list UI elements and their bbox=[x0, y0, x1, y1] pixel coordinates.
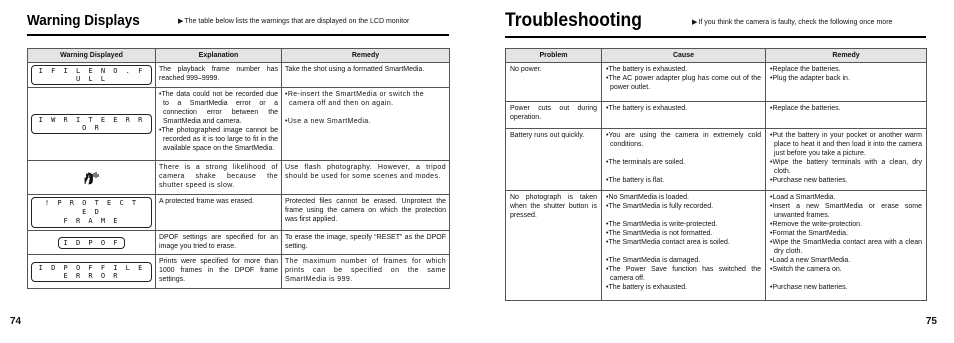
header-remedy: Remedy bbox=[766, 49, 927, 63]
list-item: •Remove the write-protection. bbox=[770, 221, 862, 228]
table-row bbox=[28, 88, 450, 161]
list-item: •Format the SmartMedia. bbox=[770, 230, 848, 237]
remedy-cell bbox=[766, 63, 927, 102]
list-item: •Wipe the battery terminals with a clean, dry cloth. bbox=[770, 159, 922, 175]
spacer bbox=[606, 167, 761, 176]
list-item: •The photographed image cannot be recorded as it is too large to fit in the available space on the SmartMedia. bbox=[159, 127, 278, 152]
list-item: •Load a SmartMedia. bbox=[770, 194, 836, 201]
table-row bbox=[506, 63, 927, 102]
warning-cell bbox=[28, 255, 156, 289]
header-explanation: Explanation bbox=[156, 49, 282, 63]
spacer bbox=[285, 108, 446, 117]
list-item: •The battery is exhausted. bbox=[606, 66, 688, 73]
remedy-cell: The maximum number of frames for which prints can be specified on the same SmartMedia is 999. bbox=[282, 255, 450, 289]
right-intro-text: If you think the camera is faulty, check the following once more bbox=[698, 19, 893, 26]
page-number: 74 bbox=[10, 316, 22, 327]
cause-cell bbox=[602, 129, 766, 191]
explanation-cell: DPOF settings are specified for an image you tried to erase. bbox=[156, 231, 282, 255]
list-item: •Use a new SmartMedia. bbox=[285, 118, 371, 125]
list-item: •The data could not be recorded due to a SmartMedia error or a connection error between the SmartMedia and camera. bbox=[159, 91, 278, 125]
remedy-cell bbox=[766, 129, 927, 191]
explanation-cell bbox=[156, 88, 282, 161]
warning-cell bbox=[28, 63, 156, 88]
warning-cell bbox=[28, 161, 156, 195]
warning-cell bbox=[28, 195, 156, 231]
problem-cell: No power. bbox=[506, 63, 602, 102]
page-number: 75 bbox=[925, 316, 937, 327]
problem-cell: Power cuts out during operation. bbox=[506, 102, 602, 129]
lcd-warning-write-error: I W R I T E E R R O R bbox=[31, 114, 152, 134]
header-remedy: Remedy bbox=[282, 49, 450, 63]
table-row bbox=[28, 195, 450, 231]
list-item: •Purchase new batteries. bbox=[770, 284, 848, 291]
problem-cell: Battery runs out quickly. bbox=[506, 129, 602, 191]
lcd-warning-dpof: I D P O F bbox=[58, 237, 126, 249]
cause-cell bbox=[602, 191, 766, 301]
remedy-cell: Use flash photography. However, a tripod should be used for some scenes and modes. bbox=[282, 161, 450, 195]
header-cause: Cause bbox=[602, 49, 766, 63]
list-item: •No SmartMedia is loaded. bbox=[606, 194, 689, 201]
list-item: •The battery is flat. bbox=[606, 177, 665, 184]
problem-cell: No photograph is taken when the shutter button is pressed. bbox=[506, 191, 602, 301]
header-problem: Problem bbox=[506, 49, 602, 63]
list-item: •The battery is exhausted. bbox=[606, 284, 688, 291]
list-item: •Switch the camera on. bbox=[770, 266, 842, 273]
list-item: •Put the battery in your pocket or another warm place to heat it and then load it into the camera just before you take a picture. bbox=[770, 132, 922, 157]
triangle-arrow-icon: ▶ bbox=[178, 18, 184, 25]
remedy-cell: To erase the image, specify “RESET” as the DPOF setting. bbox=[282, 231, 450, 255]
list-item: •You are using the camera in extremely cold conditions. bbox=[606, 132, 761, 148]
camera-shake-hand-icon bbox=[82, 171, 102, 185]
header-warning-displayed: Warning Displayed bbox=[28, 49, 156, 63]
list-item: •The SmartMedia contact area is soiled. bbox=[606, 239, 730, 246]
table-row bbox=[28, 255, 450, 289]
list-item: •The SmartMedia is fully recorded. bbox=[606, 203, 714, 210]
section-title-warning-displays: Warning Displays bbox=[27, 12, 140, 29]
list-item: •Re-insert the SmartMedia or switch the camera off and then on again. bbox=[285, 91, 425, 107]
list-item: •Load a new SmartMedia. bbox=[770, 257, 851, 264]
troubleshooting-table-header bbox=[506, 49, 927, 63]
remedy-cell bbox=[766, 191, 927, 301]
list-item: •The Power Save function has switched the camera off. bbox=[606, 266, 761, 282]
cause-cell bbox=[602, 63, 766, 102]
list-item: •Plug the adapter back in. bbox=[770, 75, 850, 82]
remedy-cell bbox=[282, 88, 450, 161]
table-row bbox=[28, 161, 450, 195]
lcd-warning-file-no-full: I F I L E N O . F U L L bbox=[31, 65, 152, 85]
lcd-line: F R A M E bbox=[63, 217, 120, 225]
lcd-line: ! P R O T E C T E D bbox=[44, 199, 139, 216]
explanation-cell: The playback frame number has reached 999–9999. bbox=[156, 63, 282, 88]
remedy-cell bbox=[766, 102, 927, 129]
left-intro-text: The table below lists the warnings that are displayed on the LCD monitor bbox=[184, 18, 410, 25]
table-row bbox=[28, 231, 450, 255]
remedy-cell: Take the shot using a formatted SmartMedia. bbox=[282, 63, 450, 88]
list-item: •Replace the batteries. bbox=[770, 66, 841, 73]
spacer bbox=[606, 247, 761, 256]
lcd-warning-dpof-file-error: I D P O F F I L E E R R O R bbox=[31, 262, 152, 282]
left-intro bbox=[178, 17, 409, 25]
warning-cell bbox=[28, 231, 156, 255]
list-item: •Insert a new SmartMedia or erase some unwanted frames. bbox=[770, 203, 922, 219]
warning-table bbox=[27, 48, 450, 289]
spacer bbox=[770, 274, 922, 283]
table-row bbox=[506, 129, 927, 191]
list-item: •The battery is exhausted. bbox=[606, 105, 688, 112]
lcd-warning-protected-frame bbox=[31, 197, 152, 228]
spacer bbox=[606, 149, 761, 158]
triangle-arrow-icon: ▶ bbox=[692, 19, 698, 26]
list-item: •The SmartMedia is damaged. bbox=[606, 257, 701, 264]
explanation-cell: There is a strong likelihood of camera shake because the shutter speed is slow. bbox=[156, 161, 282, 195]
table-row bbox=[506, 102, 927, 129]
cause-cell bbox=[602, 102, 766, 129]
list-item: •The SmartMedia is not formatted. bbox=[606, 230, 713, 237]
left-title-rule bbox=[27, 34, 449, 36]
explanation-cell: A protected frame was erased. bbox=[156, 195, 282, 231]
warning-table-header bbox=[28, 49, 450, 63]
warning-cell bbox=[28, 88, 156, 161]
list-item: •Wipe the SmartMedia contact area with a clean dry cloth. bbox=[770, 239, 922, 255]
table-row bbox=[506, 191, 927, 301]
list-item: •The terminals are soiled. bbox=[606, 159, 686, 166]
table-row bbox=[28, 63, 450, 88]
remedy-cell: Protected files cannot be erased. Unprotect the frame using the camera on which the protection was first applied. bbox=[282, 195, 450, 231]
right-title-rule bbox=[505, 36, 926, 38]
list-item: •Purchase new batteries. bbox=[770, 177, 848, 184]
troubleshooting-table bbox=[505, 48, 927, 301]
spacer bbox=[606, 211, 761, 220]
right-page bbox=[477, 0, 954, 343]
section-title-troubleshooting: Troubleshooting bbox=[505, 10, 642, 31]
list-item: •The SmartMedia is write-protected. bbox=[606, 221, 718, 228]
list-item: •The AC power adapter plug has come out of the power outlet. bbox=[606, 75, 761, 91]
right-intro bbox=[692, 18, 892, 26]
list-item: •Replace the batteries. bbox=[770, 105, 841, 112]
explanation-cell: Prints were specified for more than 1000 frames in the DPOF frame settings. bbox=[156, 255, 282, 289]
